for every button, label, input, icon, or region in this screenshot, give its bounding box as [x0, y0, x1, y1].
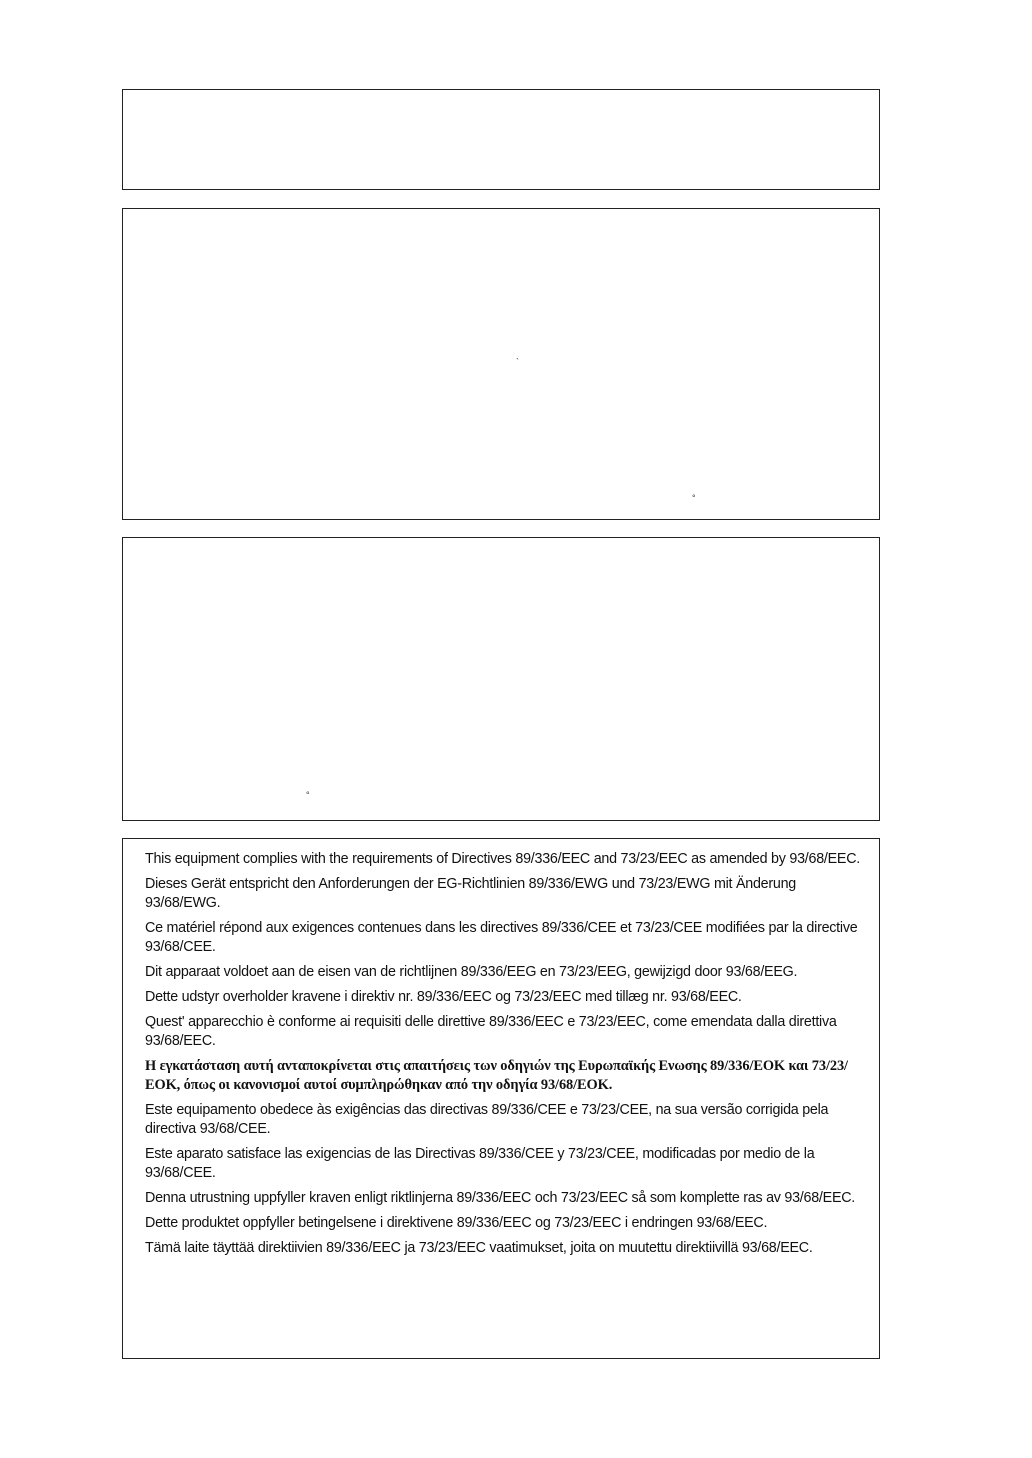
compliance-statement-french: Ce matériel répond aux exigences contenues dans les directives 89/336/CEE et 73/23/CEE modifiées par la directive 93/68/CEE.: [145, 920, 858, 955]
compliance-statement-spanish: Este aparato satisface las exigencias de las Directivas 89/336/CEE y 73/23/CEE, modificadas por medio de la 93/68/CEE.: [145, 1146, 815, 1181]
compliance-statement-norwegian: Dette produktet oppfyller betingelsene i direktivene 89/336/EEC og 73/23/EEC i endringen 93/68/EEC.: [145, 1215, 768, 1231]
compliance-statement-german: Dieses Gerät entspricht den Anforderungen der EG-Richtlinien 89/336/EWG und 73/23/EWG mit Änderung 93/68/EWG.: [145, 876, 796, 911]
compliance-statement-swedish: Denna utrustning uppfyller kraven enligt riktlinjerna 89/336/EEC och 73/23/EEC så som komplette ras av 93/68/EEC.: [145, 1190, 856, 1206]
compliance-statement-portuguese: Este equipamento obedece às exigências das directivas 89/336/CEE e 73/23/CEE, na sua versão corrigida pela directiva 93/68/CEE.: [145, 1102, 829, 1137]
empty-box-third: [122, 537, 880, 821]
compliance-statement-list: [145, 850, 861, 1264]
compliance-statement-greek: Η εγκατάσταση αυτή ανταποκρίνεται στις απαιτήσεις των οδηγιών της Ευρωπαϊκής Ενωσης 89/336/ΕΟΚ και 73/23/ΕΟΚ, όπως οι κανονισμοί αυτοί συμπληρώθηκαν από την οδηγία 93/68/ΕΟΚ.: [145, 1058, 848, 1093]
empty-box-top: [122, 89, 880, 190]
scan-speck: °: [306, 790, 310, 800]
compliance-statement-finnish: Tämä laite täyttää direktiivien 89/336/EEC ja 73/23/EEC vaatimukset, joita on muutettu direktiivillä 93/68/EEC.: [145, 1240, 813, 1256]
scan-speck: °: [692, 493, 696, 503]
compliance-statement-english: This equipment complies with the requirements of Directives 89/336/EEC and 73/23/EEC as amended by 93/68/EEC.: [145, 851, 860, 867]
empty-box-second: [122, 208, 880, 520]
scan-speck: `: [516, 357, 519, 367]
compliance-box: [122, 838, 880, 1359]
compliance-statement-dutch: Dit apparaat voldoet aan de eisen van de richtlijnen 89/336/EEG en 73/23/EEG, gewijzigd door 93/68/EEG.: [145, 964, 798, 980]
compliance-statement-italian: Quest' apparecchio è conforme ai requisiti delle direttive 89/336/EEC e 73/23/EEC, come emendata dalla direttiva 93/68/EEC.: [145, 1014, 837, 1049]
compliance-statement-danish: Dette udstyr overholder kravene i direktiv nr. 89/336/EEC og 73/23/EEC med tillæg nr. 93/68/EEC.: [145, 989, 742, 1005]
